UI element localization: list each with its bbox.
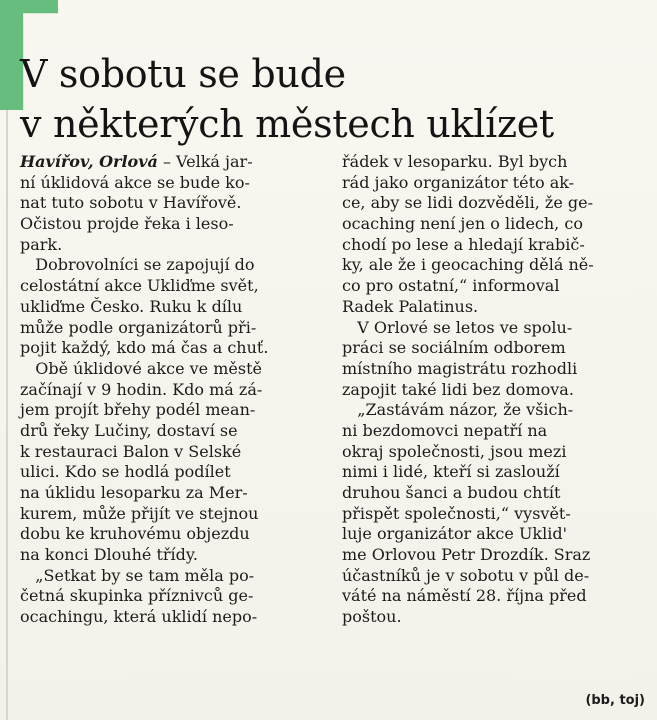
text-line — [20, 504, 325, 525]
text-line: účastníků je v sobotu v půl de- — [342, 565, 590, 585]
line-text: kurem, může přijít ve stejnou — [20, 503, 259, 523]
line-text: ní úklidová akce se bude ko- — [20, 172, 250, 192]
text-line: co pro ostatní,“ informoval — [342, 276, 560, 296]
text-line — [20, 235, 325, 256]
text-line — [20, 566, 325, 587]
text-line — [20, 297, 325, 318]
text-line: místního magistrátu rozhodli — [342, 358, 578, 378]
line-text: pojit každý, kdo má čas a chuť. — [20, 338, 269, 358]
text-line — [20, 380, 325, 401]
line-text: drů řeky Lučiny, dostaví se — [20, 420, 238, 440]
text-line — [20, 276, 325, 297]
line-text: ulici. Kdo se hodlá podílet — [20, 462, 231, 482]
line-text: „Setkat by se tam měla po- — [20, 565, 255, 585]
text-line — [20, 193, 325, 214]
text-line — [20, 483, 325, 504]
text-line — [20, 524, 325, 545]
text-line — [20, 421, 325, 442]
text-line — [20, 545, 325, 566]
text-line: práci se sociálním odborem — [342, 338, 566, 358]
line-text: četná skupinka příznivců ge- — [20, 586, 254, 606]
line-text: Dobrovolníci se zapojují do — [20, 255, 255, 275]
text-line: ni bezdomovci nepatří na — [342, 420, 548, 440]
line-text: – Velká jar- — [157, 152, 253, 171]
text-line: nimi i lidé, kteří si zaslouží — [342, 462, 560, 482]
line-text: Obě úklidové akce ve městě — [20, 358, 262, 378]
text-line: okraj společnosti, jsou mezi — [342, 441, 567, 461]
text-line: váté na náměstí 28. října před — [342, 586, 587, 606]
text-line: přispět společnosti,“ vysvět- — [342, 503, 571, 523]
text-line: ce, aby se lidi dozvěděli, že ge- — [342, 193, 593, 213]
text-line — [20, 152, 325, 173]
line-text: dobu ke kruhovému objezdu — [20, 524, 250, 544]
text-line — [20, 400, 325, 421]
author-credit: (bb, toj) — [585, 693, 645, 708]
text-line: zapojit také lidi bez domova. — [342, 379, 574, 399]
line-text: park. — [20, 234, 63, 254]
text-line — [20, 607, 325, 628]
line-text: na úklidu lesoparku za Mer- — [20, 483, 248, 502]
text-line — [20, 214, 325, 235]
text-line — [20, 338, 325, 359]
dateline: Havířov, Orlová — [20, 152, 158, 171]
text-line: „Zastávám názor, že všich- — [342, 400, 574, 420]
line-text: ukliďme Česko. Ruku k dílu — [20, 296, 243, 316]
right-column — [342, 152, 652, 628]
text-line: luje organizátor akce Uklid' — [342, 524, 567, 544]
left-column — [20, 152, 325, 628]
line-text: Očistou projde řeka i leso- — [20, 214, 234, 234]
line-text: na konci Dlouhé třídy. — [20, 545, 198, 565]
headline-line-1: V sobotu se bude — [20, 52, 346, 97]
headline-line-2: v některých městech uklízet — [20, 102, 554, 147]
text-line: V Orlové se letos ve spolu- — [342, 317, 573, 337]
line-text: může podle organizátorů při- — [20, 317, 257, 337]
line-text: celostátní akce Ukliďme svět, — [20, 276, 259, 296]
line-text: k restauraci Balon v Selské — [20, 441, 242, 461]
text-line: ky, ale že i geocaching dělá ně- — [342, 255, 594, 275]
text-line — [20, 318, 325, 339]
text-line — [20, 173, 325, 194]
text-line: Radek Palatinus. — [342, 296, 479, 316]
line-text: začínají v 9 hodin. Kdo má zá- — [20, 379, 263, 399]
text-line: poštou. — [342, 607, 402, 627]
line-text: nat tuto sobotu v Havířově. — [20, 193, 242, 213]
column-rule — [6, 110, 8, 720]
text-line: chodí po lese a hledají krabič- — [342, 234, 585, 254]
line-text: jem projít břehy podél mean- — [20, 400, 256, 420]
text-line: druhou šanci a budou chtít — [342, 483, 561, 502]
line-text: ocachingu, která uklidí nepo- — [20, 607, 258, 627]
text-line — [20, 442, 325, 463]
text-line — [20, 586, 325, 607]
text-line: me Orlovou Petr Drozdík. Sraz — [342, 545, 591, 565]
text-line — [20, 359, 325, 380]
text-line — [20, 462, 325, 483]
text-line: řádek v lesoparku. Byl bych — [342, 152, 568, 171]
text-line: ocaching není jen o lidech, co — [342, 214, 583, 234]
text-line — [20, 255, 325, 276]
article-headline — [20, 49, 650, 149]
text-line: rád jako organizátor této ak- — [342, 172, 575, 192]
